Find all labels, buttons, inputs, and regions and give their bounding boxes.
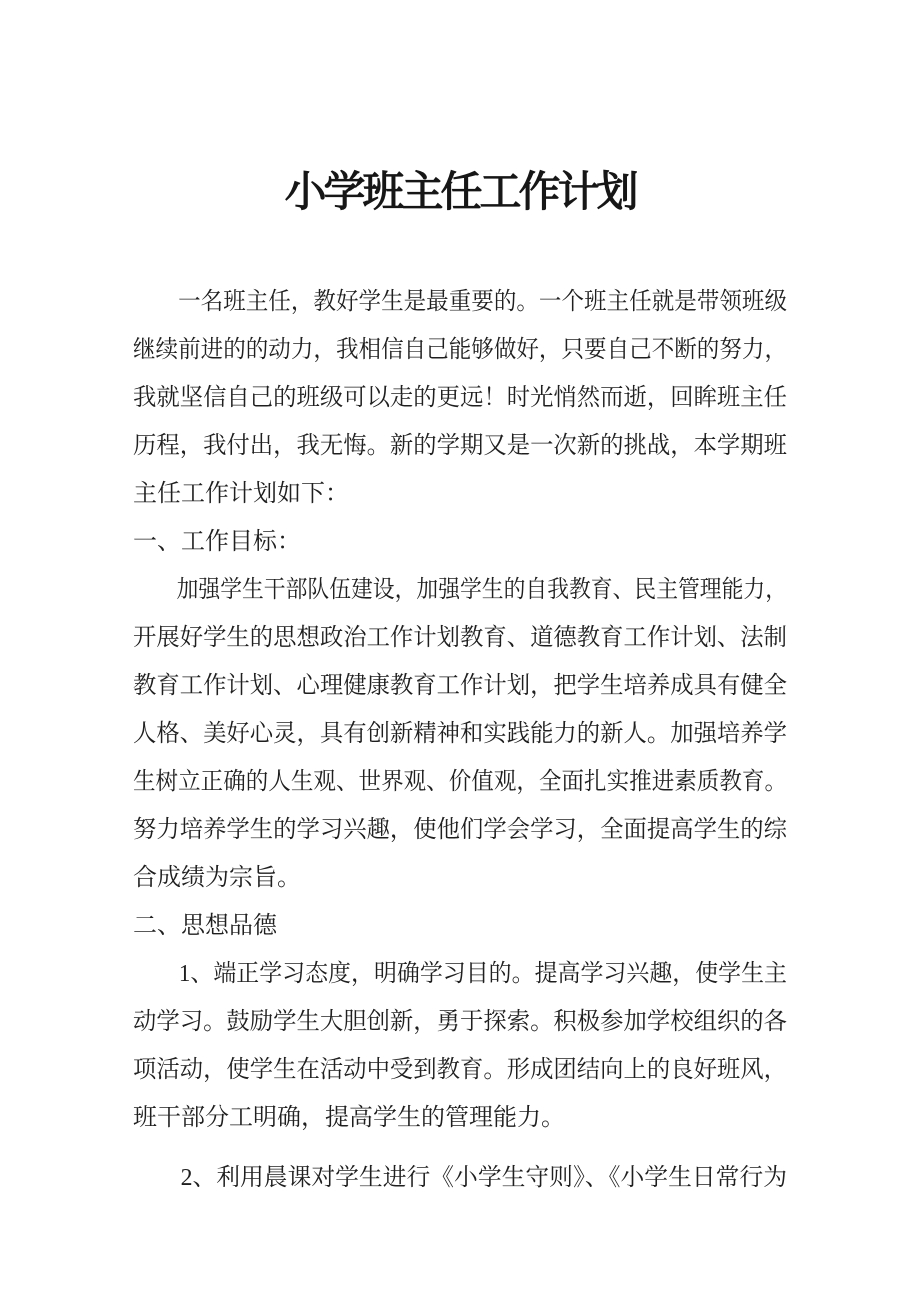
text-line-content: 2、利用晨课对学生进行《小学生守则》、《小学生日常行为 <box>133 1165 787 1191</box>
text-line-content: 人格、美好心灵，具有创新精神和实践能力的新人。加强培养学 <box>133 721 787 747</box>
text-line-content: 项活动，使学生在活动中受到教育。形成团结向上的良好班风， <box>133 1057 787 1083</box>
text-line-content: 主任工作计划如下： <box>133 481 349 507</box>
text-line <box>133 566 787 614</box>
text-line <box>133 1154 787 1202</box>
text-line-content: 加强学生干部队伍建设，加强学生的自我教育、民主管理能力， <box>133 577 787 603</box>
section-heading <box>133 518 787 566</box>
paragraph-block <box>133 566 787 902</box>
text-line-content: 一、工作目标： <box>133 529 301 555</box>
text-line <box>133 374 787 422</box>
text-line <box>133 950 787 998</box>
text-line <box>133 998 787 1046</box>
text-line-content: 教育工作计划、心理健康教育工作计划，把学生培养成具有健全 <box>133 673 787 699</box>
text-line-content: 二、思想品德 <box>133 913 277 939</box>
text-line-content: 开展好学生的思想政治工作计划教育、道德教育工作计划、法制 <box>133 625 787 651</box>
paragraph-block <box>133 950 787 1142</box>
text-line <box>133 422 787 470</box>
text-line-content: 努力培养学生的学习兴趣，使他们学会学习，全面提高学生的综 <box>133 817 787 843</box>
text-line-content: 一名班主任，教好学生是最重要的。一个班主任就是带领班级 <box>133 289 787 315</box>
text-line <box>133 614 787 662</box>
text-line <box>133 518 787 566</box>
text-line <box>133 1046 787 1094</box>
text-line <box>133 902 787 950</box>
text-line <box>133 710 787 758</box>
text-line-content: 生树立正确的人生观、世界观、价值观，全面扎实推进素质教育。 <box>133 769 787 795</box>
text-line <box>133 758 787 806</box>
text-line <box>133 1094 787 1142</box>
text-line-content: 班干部分工明确，提高学生的管理能力。 <box>133 1105 565 1131</box>
text-line <box>133 662 787 710</box>
section-heading <box>133 902 787 950</box>
text-line-content: 动学习。鼓励学生大胆创新，勇于探索。积极参加学校组织的各 <box>133 1009 787 1035</box>
text-line-content: 历程，我付出，我无悔。新的学期又是一次新的挑战，本学期班 <box>133 433 787 459</box>
document-title: 小学班主任工作计划 <box>284 168 636 215</box>
text-line <box>133 470 787 518</box>
text-line <box>133 278 787 326</box>
document-body <box>133 278 787 1202</box>
text-line-content: 继续前进的的动力，我相信自己能够做好，只要自己不断的努力， <box>133 337 787 363</box>
text-line <box>133 854 787 902</box>
paragraph-block <box>133 1154 787 1202</box>
paragraph-block <box>133 278 787 518</box>
text-line-content: 1、端正学习态度，明确学习目的。提高学习兴趣，使学生主 <box>133 961 787 987</box>
text-line <box>133 806 787 854</box>
text-line-content: 我就坚信自己的班级可以走的更远！时光悄然而逝，回眸班主任 <box>133 385 787 411</box>
text-line <box>133 326 787 374</box>
text-line-content: 合成绩为宗旨。 <box>133 865 301 891</box>
